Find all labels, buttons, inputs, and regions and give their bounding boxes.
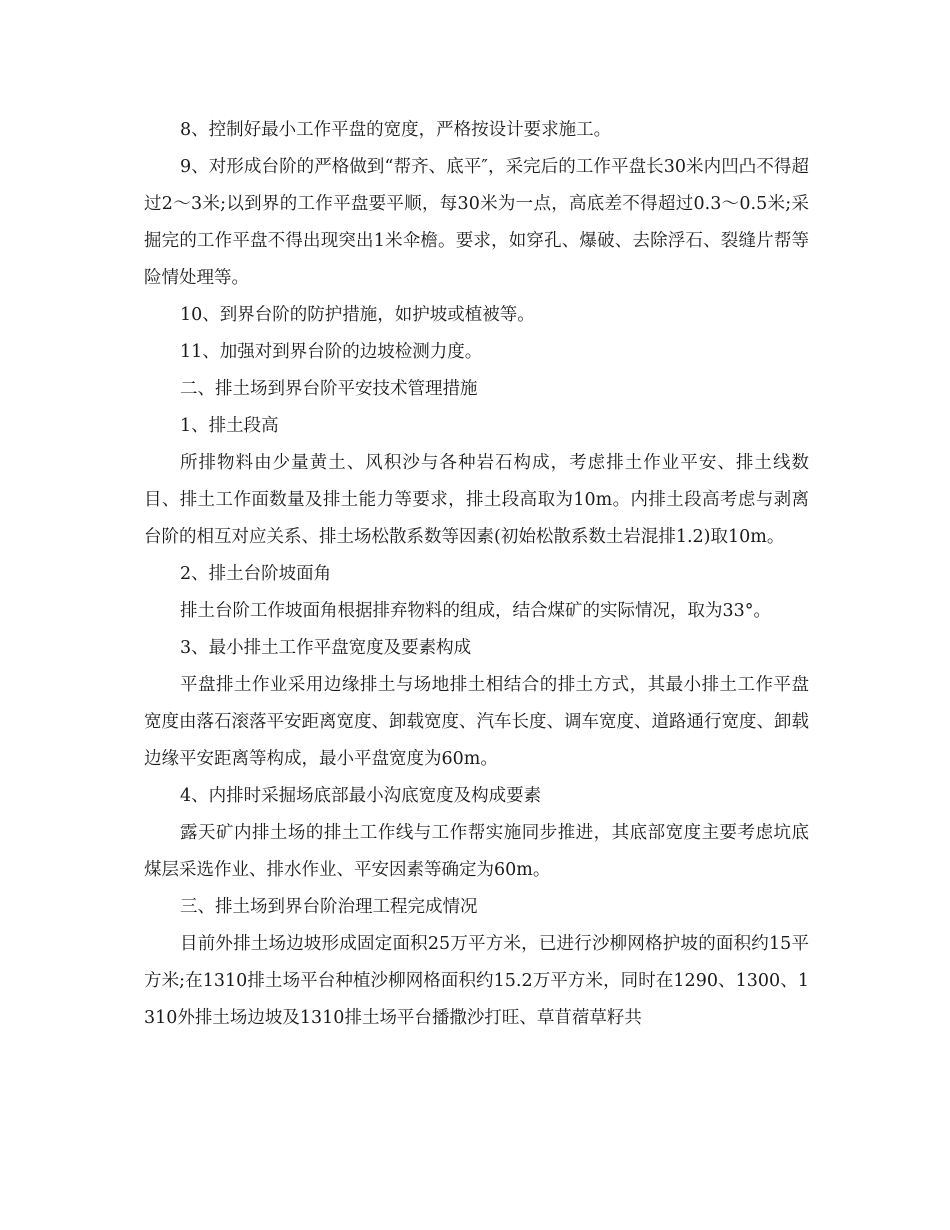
paragraph-item-8: 8、控制好最小工作平盘的宽度，严格按设计要求施工。	[180, 120, 612, 140]
subheading-3: 3、最小排土工作平盘宽度及要素构成	[180, 638, 472, 658]
paragraph-item-11: 11、加强对到界台阶的边坡检测力度。	[180, 342, 483, 362]
paragraph-dump-height: 所排物料由少量黄土、风积沙与各种岩石构成，考虑排土作业平安、排土线数目、排土工作面数量及排土能力等要求，排土段高取为10m。内排土段高考虑与剥离台阶的相互对应关系、排土场松散系数等因素(初始松散系数土岩混排1.2)取10m。	[144, 453, 809, 547]
paragraph-slope-angle: 排土台阶工作坡面角根据排弃物料的组成，结合煤矿的实际情况，取为33°。	[180, 601, 772, 621]
subheading-2: 2、排土台阶坡面角	[180, 564, 332, 584]
section-heading-2: 二、排土场到界台阶平安技术管理措施	[180, 379, 478, 399]
paragraph-item-9: 9、对形成台阶的严格做到“帮齐、底平″，采完后的工作平盘长30米内凹凸不得超过2～3米;以到界的工作平盘要平顺，每30米为一点，高底差不得超过0.3～0.5米;采掘完的工作平盘不得出现突出1米伞檐。要求，如穿孔、爆破、去除浮石、裂缝片帮等险情处理等。	[144, 157, 809, 288]
paragraph-platform-width: 平盘排土作业采用边缘排土与场地排土相结合的排土方式，其最小排土工作平盘宽度由落石滚落平安距离宽度、卸载宽度、汽车长度、调车宽度、道路通行宽度、卸载边缘平安距离等构成，最小平盘宽度为60m。	[144, 675, 809, 769]
section-heading-3: 三、排土场到界台阶治理工程完成情况	[180, 897, 478, 917]
paragraph-bottom-width: 露天矿内排土场的排土工作线与工作帮实施同步推进，其底部宽度主要考虑坑底煤层采选作业、排水作业、平安因素等确定为60m。	[144, 823, 809, 880]
subheading-1: 1、排土段高	[180, 416, 279, 436]
document-body	[144, 112, 809, 1037]
paragraph-item-10: 10、到界台阶的防护措施，如护坡或植被等。	[180, 305, 535, 325]
subheading-4: 4、内排时采掘场底部最小沟底宽度及构成要素	[180, 786, 542, 806]
paragraph-completion-status: 目前外排土场边坡形成固定面积25万平方米，已进行沙柳网格护坡的面积约15平方米;在1310排土场平台种植沙柳网格面积约15.2万平方米，同时在1290、1300、1310外排土场边坡及1310排土场平台播撒沙打旺、草苜蓿草籽共	[144, 934, 809, 1028]
